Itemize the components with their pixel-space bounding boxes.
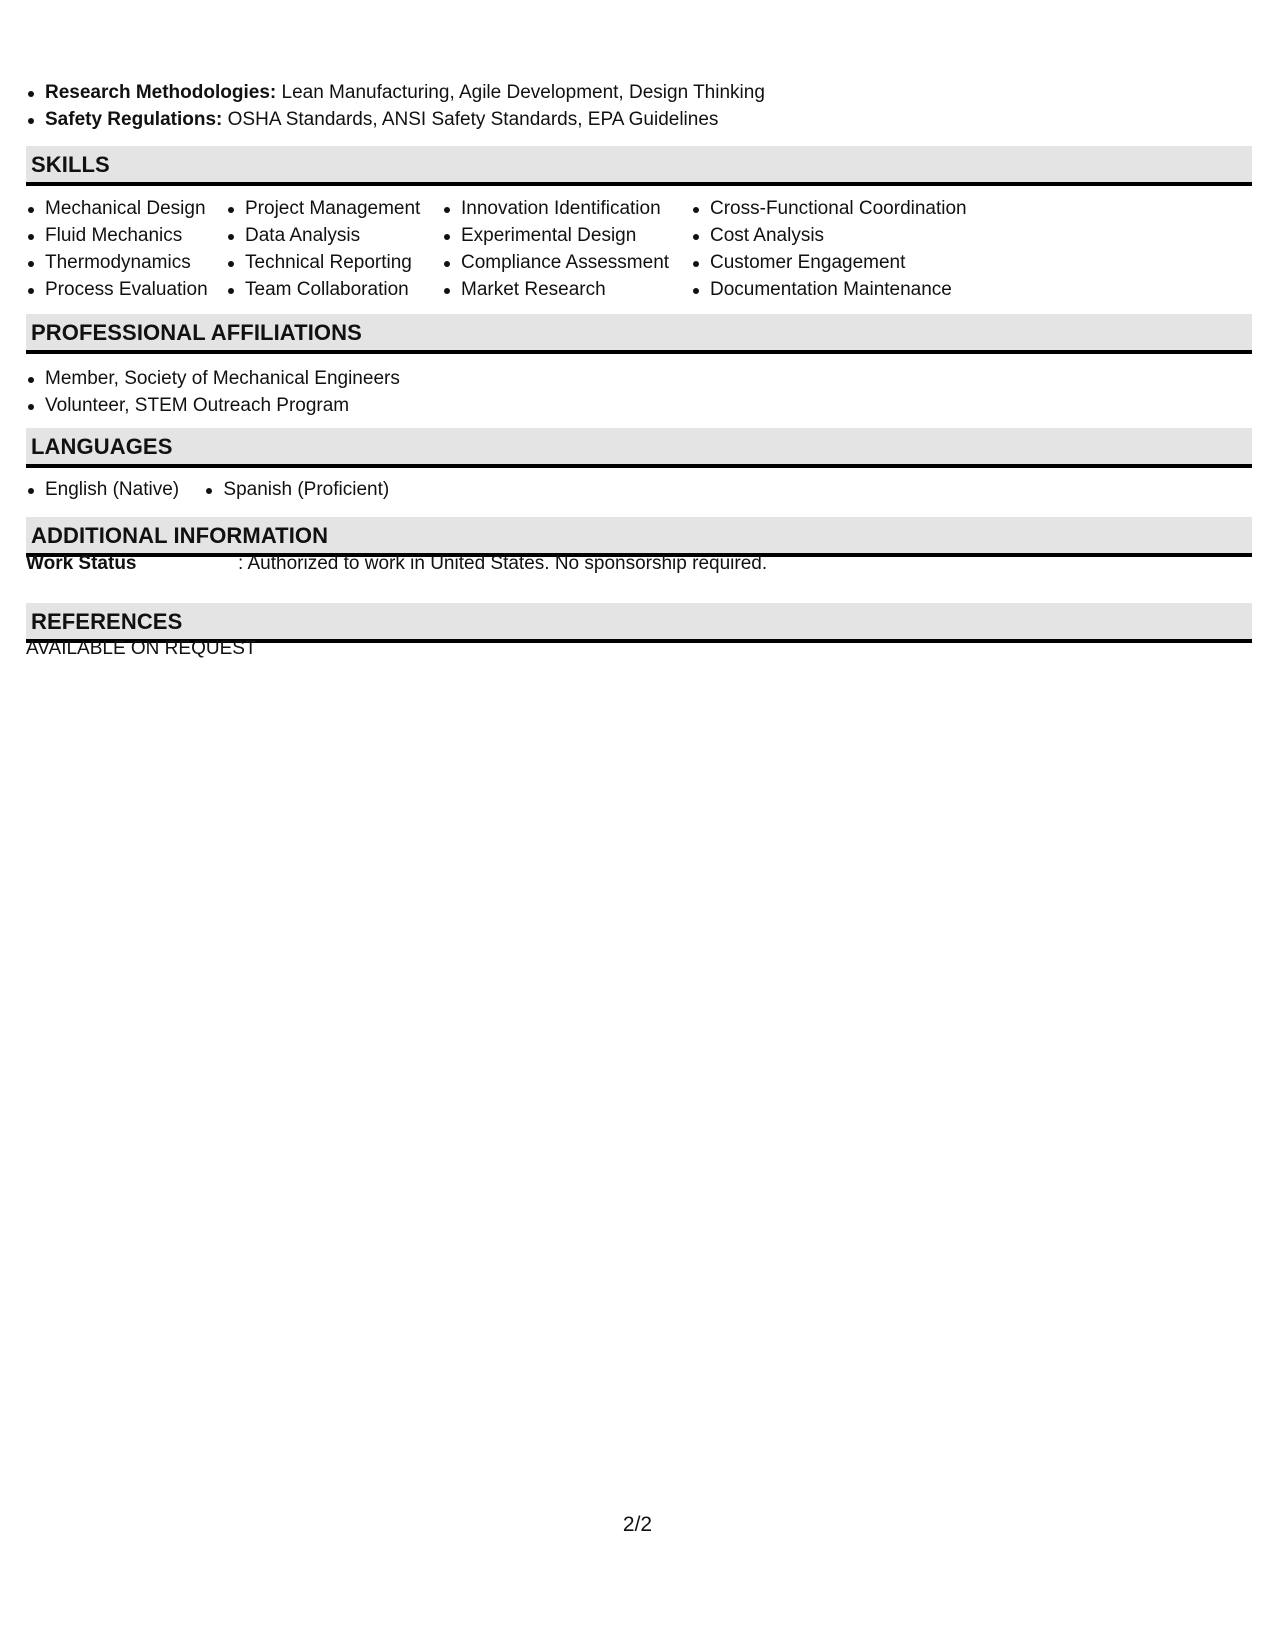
tools-list (26, 79, 765, 133)
section-header-skills (26, 146, 1252, 186)
skills-column (226, 195, 420, 303)
skill-item: Fluid Mechanics (26, 222, 208, 249)
affiliation-item: Volunteer, STEM Outreach Program (26, 392, 400, 419)
list-item (26, 106, 765, 133)
references-text: AVAILABLE ON REQUEST (26, 638, 257, 659)
skill-item: Experimental Design (442, 222, 669, 249)
section-title: REFERENCES (31, 609, 183, 634)
skill-item: Thermodynamics (26, 249, 208, 276)
work-status-label: Work Status (26, 553, 137, 574)
language-item: Spanish (Proficient) (204, 476, 389, 503)
section-title: PROFESSIONAL AFFILIATIONS (31, 320, 362, 345)
item-value: Lean Manufacturing, Agile Development, Design Thinking (276, 82, 765, 103)
skill-item: Documentation Maintenance (691, 276, 967, 303)
skills-column (691, 195, 967, 303)
item-label: Safety Regulations: (45, 109, 223, 130)
section-title: SKILLS (31, 152, 110, 177)
section-title: ADDITIONAL INFORMATION (31, 523, 329, 548)
skill-item: Project Management (226, 195, 420, 222)
section-title: LANGUAGES (31, 434, 173, 459)
section-header-affiliations (26, 314, 1252, 354)
skill-item: Cross-Functional Coordination (691, 195, 967, 222)
affiliation-item: Member, Society of Mechanical Engineers (26, 365, 400, 392)
skills-column (26, 195, 208, 303)
skill-item: Team Collaboration (226, 276, 420, 303)
skill-item: Compliance Assessment (442, 249, 669, 276)
item-value: OSHA Standards, ANSI Safety Standards, EPA Guidelines (222, 109, 719, 130)
languages-list (26, 476, 409, 503)
skill-item: Market Research (442, 276, 669, 303)
skill-item: Customer Engagement (691, 249, 967, 276)
skill-item: Innovation Identification (442, 195, 669, 222)
page-number: 2/2 (622, 1513, 653, 1536)
item-label: Research Methodologies: (45, 82, 277, 103)
section-header-languages (26, 428, 1252, 468)
skill-item: Data Analysis (226, 222, 420, 249)
skills-column (442, 195, 669, 303)
skill-item: Process Evaluation (26, 276, 208, 303)
affiliations-list (26, 365, 400, 419)
work-status-value: : Authorized to work in United States. No sponsorship required. (238, 553, 768, 574)
skill-item: Mechanical Design (26, 195, 208, 222)
skill-item: Technical Reporting (226, 249, 420, 276)
list-item (26, 79, 765, 106)
skill-item: Cost Analysis (691, 222, 967, 249)
language-item: English (Native) (26, 476, 179, 503)
